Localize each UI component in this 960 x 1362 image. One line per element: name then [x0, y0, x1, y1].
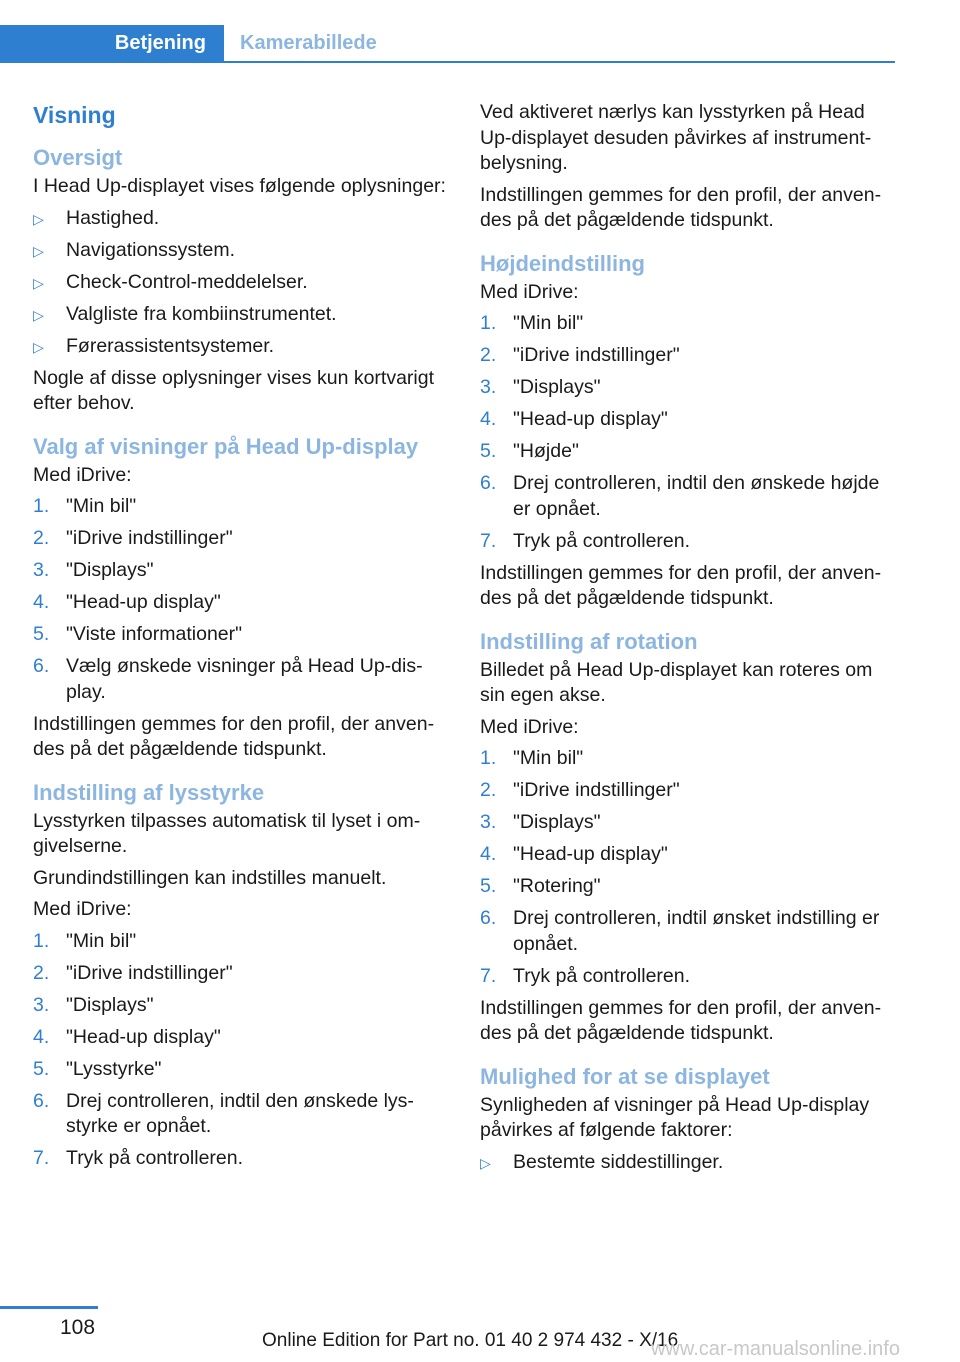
page-number-bar [0, 1306, 98, 1309]
step-number: 3. [480, 376, 497, 398]
list-item [480, 746, 895, 772]
section-heading-visning: Visning [33, 102, 116, 128]
list-item-text: "Min bil" [66, 495, 137, 517]
height-steps-list [480, 311, 895, 554]
list-item-text: Drej controlleren, indtil den ønskede lysstyrke er opnået. [66, 1089, 414, 1137]
step-number: 5. [33, 1057, 50, 1080]
list-item [33, 526, 448, 552]
list-item-text: "Displays" [66, 993, 154, 1016]
subheading-oversigt: Oversigt [33, 145, 123, 170]
list-item [33, 494, 448, 520]
list-item [480, 343, 895, 369]
step-number: 4. [480, 843, 497, 865]
list-item [33, 1057, 448, 1083]
list-item [480, 1150, 895, 1176]
overview-bullet-list [33, 206, 448, 360]
list-item [33, 1146, 448, 1172]
tab-betjening[interactable]: Betjening [0, 25, 224, 61]
triangle-right-icon: ▷ [33, 210, 44, 227]
chapter-tabbar [0, 25, 895, 63]
triangle-right-icon: ▷ [33, 338, 44, 355]
height-note: Indstillingen gemmes for den profil, der anvendes på det pågældende tidspunkt. [480, 561, 882, 609]
list-item-text: "iDrive indstillinger" [513, 779, 680, 801]
list-item-text: Drej controlleren, indtil den ønskede højde er opnået. [513, 472, 880, 520]
list-item-text: "Viste informationer" [66, 623, 243, 645]
rotation-p1: Billedet på Head Up-displayet kan roteres om sin egen akse. [480, 658, 873, 706]
subheading-synlighed: Mulighed for at se displayet [480, 1063, 770, 1089]
list-item-text: "Rotering" [513, 875, 601, 897]
list-item-text: Valgliste fra kombiinstrumentet. [66, 302, 337, 325]
list-item [33, 1089, 448, 1140]
list-item [480, 906, 895, 957]
overview-intro: I Head Up-displayet vises følgende oplysninger: [33, 175, 446, 197]
list-item-text: Drej controlleren, indtil ønsket indstilling er opnået. [513, 907, 880, 955]
step-number: 1. [480, 747, 497, 769]
list-item-text: "Højde" [513, 440, 579, 462]
step-number: 2. [33, 527, 50, 549]
list-item-text: "Displays" [513, 376, 601, 398]
right-top-p1: Ved aktiveret nærlys kan lysstyrken på Head Up-displayet desuden påvirkes af instrumentbelysning. [480, 101, 872, 174]
list-item [480, 529, 895, 555]
step-number: 7. [480, 964, 497, 987]
list-item-text: Vælg ønskede visninger på Head Up-display. [66, 655, 423, 703]
list-item-text: "iDrive indstillinger" [66, 527, 233, 549]
step-number: 5. [480, 875, 497, 897]
watermark: www.car-manualsonline.info [650, 1338, 900, 1360]
list-item-text: "Lysstyrke" [66, 1057, 162, 1080]
step-number: 1. [33, 929, 50, 952]
step-number: 2. [480, 344, 497, 366]
rotation-note: Indstillingen gemmes for den profil, der anvendes på det pågældende tidspunkt. [480, 996, 882, 1044]
visibility-bullet-list [480, 1150, 895, 1176]
list-item [33, 993, 448, 1019]
choose-intro: Med iDrive: [33, 463, 132, 486]
list-item [33, 558, 448, 584]
list-item [480, 311, 895, 337]
step-number: 4. [33, 591, 50, 613]
brightness-p1: Lysstyrken tilpasses automatisk til lyset i omgivelserne. [33, 809, 421, 857]
list-item-text: "Min bil" [513, 747, 584, 769]
triangle-right-icon: ▷ [33, 242, 44, 259]
list-item-text: "Min bil" [66, 929, 137, 952]
list-item [33, 929, 448, 955]
step-number: 3. [33, 993, 50, 1016]
step-number: 1. [480, 312, 497, 334]
list-item [33, 334, 448, 360]
step-number: 6. [480, 907, 497, 929]
rotation-steps-list [480, 746, 895, 989]
step-number: 5. [480, 440, 497, 462]
right-top-p2: Indstillingen gemmes for den profil, der anvendes på det pågældende tidspunkt. [480, 183, 882, 231]
page-number: 108 [60, 1316, 96, 1339]
list-item [33, 238, 448, 264]
list-item [480, 778, 895, 804]
list-item-text: "iDrive indstillinger" [513, 344, 680, 366]
list-item [33, 1025, 448, 1051]
step-number: 5. [33, 623, 50, 645]
left-column [33, 100, 448, 1178]
list-item-text: Førerassistentsystemer. [66, 334, 275, 357]
list-item-text: "Displays" [66, 559, 154, 581]
list-item-text: Check-Control-meddelelser. [66, 270, 308, 293]
choose-steps-list [33, 494, 448, 705]
list-item [33, 654, 448, 705]
subheading-valg-af-visninger: Valg af visninger på Head Up-display [33, 433, 419, 459]
edition-footer: Online Edition for Part no. 01 40 2 974 432 - X/16 [262, 1330, 679, 1351]
height-intro: Med iDrive: [480, 280, 579, 303]
list-item [33, 961, 448, 987]
step-number: 6. [480, 472, 497, 494]
list-item [33, 206, 448, 232]
list-item [33, 590, 448, 616]
right-column [480, 100, 895, 1182]
step-number: 1. [33, 495, 50, 517]
list-item-text: Bestemte siddestillinger. [513, 1150, 724, 1173]
visibility-p1: Synligheden af visninger på Head Up-display påvirkes af følgende faktorer: [480, 1093, 870, 1141]
list-item [33, 302, 448, 328]
step-number: 3. [33, 559, 50, 581]
list-item [480, 842, 895, 868]
step-number: 7. [33, 1147, 50, 1169]
triangle-right-icon: ▷ [33, 274, 44, 291]
list-item-text: Navigationssystem. [66, 238, 236, 261]
step-number: 3. [480, 811, 497, 833]
list-item-text: "Head-up display" [513, 408, 668, 430]
list-item-text: "Head-up display" [513, 843, 668, 865]
list-item [480, 964, 895, 990]
subheading-hoejdeindstilling: Højdeindstilling [480, 250, 645, 276]
step-number: 7. [480, 529, 497, 552]
brightness-intro: Med iDrive: [33, 898, 132, 920]
overview-note: Nogle af disse oplysninger vises kun kortvarigt efter behov. [33, 366, 435, 414]
list-item-text: "Head-up display" [66, 591, 221, 613]
step-number: 6. [33, 1089, 50, 1112]
list-item [480, 471, 895, 522]
list-item [33, 270, 448, 296]
list-item [480, 874, 895, 900]
rotation-intro: Med iDrive: [480, 715, 579, 738]
step-number: 4. [480, 408, 497, 430]
brightness-steps-list [33, 929, 448, 1172]
list-item-text: "Head-up display" [66, 1025, 221, 1048]
step-number: 4. [33, 1025, 50, 1048]
list-item [480, 375, 895, 401]
list-item [33, 622, 448, 648]
list-item-text: "iDrive indstillinger" [66, 961, 233, 984]
list-item-text: Tryk på controlleren. [513, 964, 691, 987]
subheading-rotation: Indstilling af rotation [480, 628, 698, 654]
choose-note: Indstillingen gemmes for den profil, der anvendes på det pågældende tidspunkt. [33, 712, 435, 760]
list-item [480, 439, 895, 465]
subheading-lysstyrke: Indstilling af lysstyrke [33, 779, 265, 805]
brightness-p2: Grundindstillingen kan indstilles manuelt. [33, 866, 387, 889]
list-item-text: Hastighed. [66, 206, 160, 229]
step-number: 2. [480, 779, 497, 801]
tab-kamerabillede[interactable]: Kamerabillede [240, 31, 377, 54]
list-item-text: Tryk på controlleren. [513, 529, 691, 552]
list-item-text: "Displays" [513, 811, 601, 833]
step-number: 2. [33, 961, 50, 984]
list-item [480, 810, 895, 836]
list-item-text: "Min bil" [513, 312, 584, 334]
triangle-right-icon: ▷ [33, 306, 44, 323]
step-number: 6. [33, 655, 50, 677]
list-item-text: Tryk på controlleren. [66, 1147, 244, 1169]
list-item [480, 407, 895, 433]
triangle-right-icon: ▷ [480, 1154, 491, 1171]
